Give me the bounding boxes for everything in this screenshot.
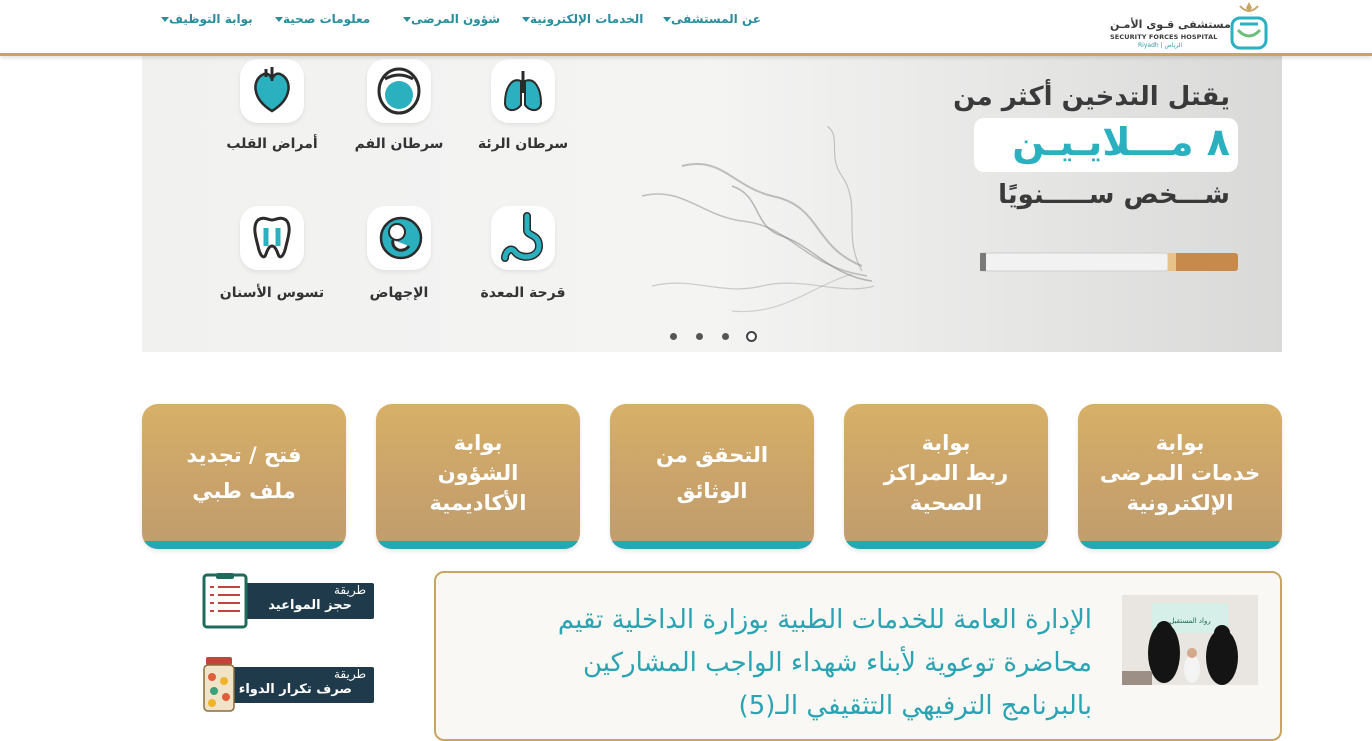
medicine-bottle-icon [200,657,250,713]
nav-jobs-label: بوابة التوظيف [169,12,253,26]
nav-e-services[interactable] [517,12,643,26]
tile-line: بوابة [453,430,503,455]
mouth-icon [367,59,431,123]
tile-line: ربط المراكز [883,460,1009,485]
tooth-decay-label: تسوس الأسنان [219,285,325,301]
tile-line: الصحية [909,490,983,515]
cigarette-illustration [980,249,1238,275]
quick-link-title: صرف تكرار الدواء [238,682,352,697]
tile-line: الوثائق [676,478,748,503]
nav-jobs-portal[interactable] [156,12,253,26]
slider-dots [668,331,768,343]
quick-link-appointments[interactable] [200,573,376,629]
lungs-icon [491,59,555,123]
news-card[interactable] [434,571,1282,741]
stomach-icon [491,206,555,270]
logo-emblem-icon [1226,0,1272,52]
tile-line: الأكاديمية [429,490,527,515]
tile-line: بوابة [1155,430,1205,455]
quick-link-small: طريقة [333,667,366,681]
banner-headline-3: شـــخص ســـــنويًا [998,180,1230,210]
main-nav [140,12,760,32]
portal-health-centers-link[interactable] [844,404,1048,549]
logo-name-en: SECURITY FORCES HOSPITAL [1110,33,1218,41]
logo-city: Riyadh | الرياض [1138,42,1183,49]
nav-patient-affairs-label: شؤون المرضى [411,12,501,26]
nav-health-info[interactable] [270,12,370,26]
slider-dot-active[interactable] [746,331,757,342]
quick-link-medicine-refill[interactable] [200,657,376,713]
heart-icon [240,59,304,123]
portal-patient-e-services[interactable] [1078,404,1282,549]
caret-down-icon [161,17,169,22]
nav-about-label: عن المستشفى [671,12,761,26]
portal-academic-affairs[interactable] [376,404,580,549]
tile-line: بوابة [921,430,971,455]
hero-slider[interactable] [142,56,1282,352]
quick-link-small: طريقة [333,583,366,597]
portal-document-verification[interactable] [610,404,814,549]
nav-e-services-label: الخدمات الإلكترونية [530,12,644,26]
tile-line: الشؤون [437,460,519,485]
nav-about-hospital[interactable] [658,12,761,26]
caret-down-icon [275,17,283,22]
quick-link-title: حجز المواعيد [268,598,352,613]
heart-disease-label: أمراض القلب [226,136,318,152]
lungs-cancer-label: سرطان الرئة [477,136,569,152]
miscarriage-label: الإجهاض [369,285,429,301]
nav-patient-affairs[interactable] [398,12,500,26]
hospital-logo[interactable] [1108,0,1274,54]
banner-headline-1: يقتل التدخين أكثر من [953,82,1230,112]
tile-line: فتح / تجديد [186,442,302,467]
tile-line: خدمات المرضى [1099,460,1261,485]
clipboard-icon [200,573,250,629]
caret-down-icon [663,17,671,22]
nav-health-info-label: معلومات صحية [283,12,371,26]
slider-dot[interactable] [670,333,677,340]
slider-dot[interactable] [722,333,729,340]
logo-name-ar: مستشفى قـوى الأمـن [1110,18,1231,31]
mouth-cancer-label: سرطان الفم [354,136,444,152]
news-thumbnail[interactable] [1122,595,1258,685]
news-image-caption: رواد المستقبل [1169,617,1211,625]
site-header [0,0,1372,56]
caret-down-icon [403,17,411,22]
tile-line: التحقق من [655,442,769,467]
banner-headline-2: ٨ مـــلايـيـن [1012,120,1230,164]
smoke-illustration [612,126,992,326]
fetus-icon [367,206,431,270]
tile-line: الإلكترونية [1126,490,1234,515]
news-title[interactable]: الإدارة العامة للخدمات الطبية بوزارة الداخلية تقيم محاضرة توعوية لأبناء شهداء الواجب المشاركين بالبرنامج الترفيهي التثقيفي الـ(5) [557,605,1092,721]
slider-dot[interactable] [696,333,703,340]
tile-line: ملف طبي [192,478,296,503]
stomach-ulcer-label: قرحة المعدة [480,285,566,301]
portal-medical-file[interactable] [142,404,346,549]
caret-down-icon [522,17,530,22]
tooth-icon [240,206,304,270]
